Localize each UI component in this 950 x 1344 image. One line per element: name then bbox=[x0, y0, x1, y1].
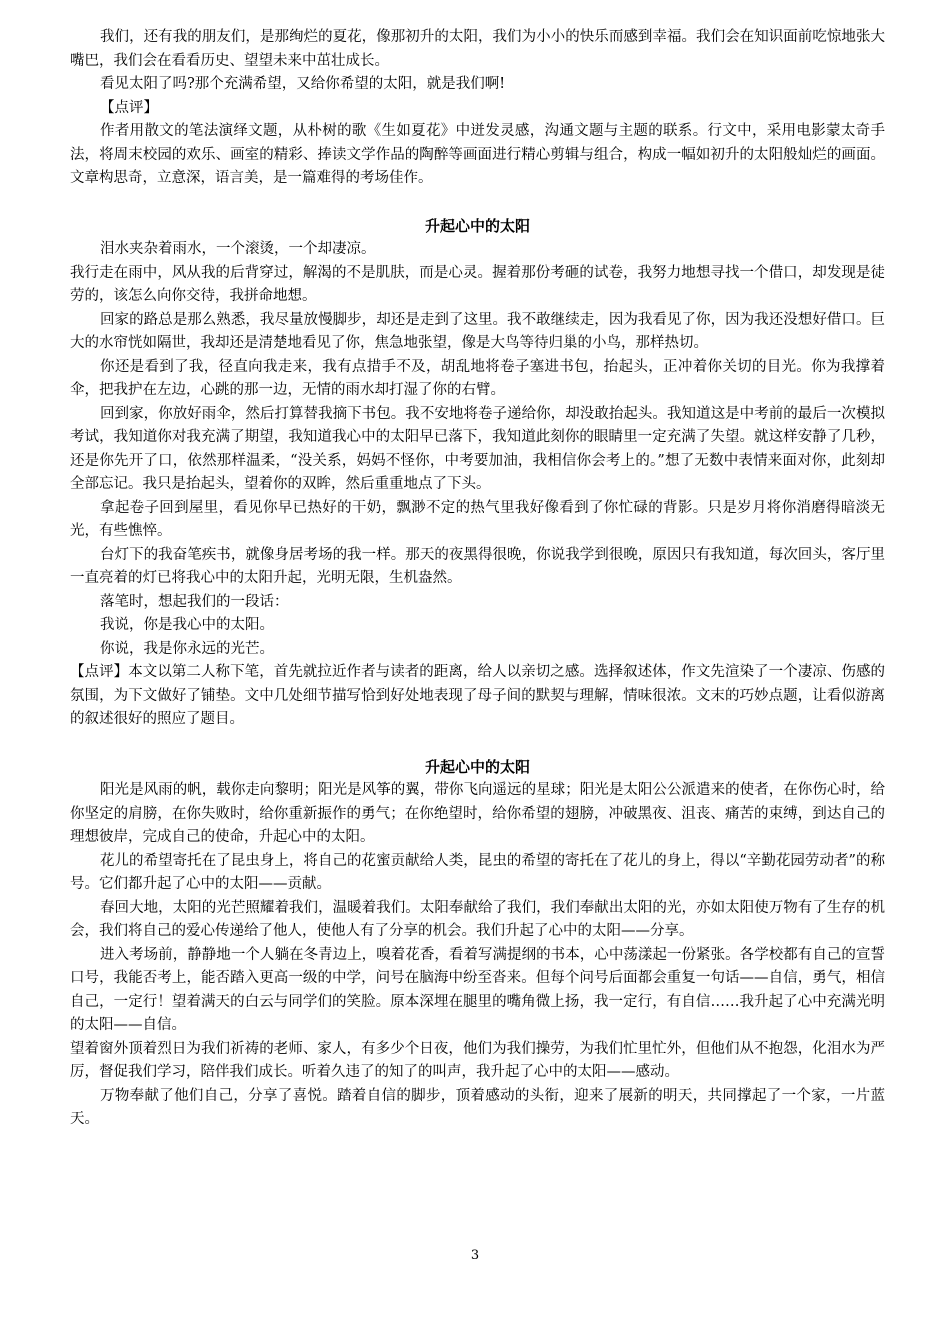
intro-paragraph: 看见太阳了吗?那个充满希望，又给你希望的太阳，就是我们啊! bbox=[100, 76, 506, 92]
essay-paragraph: 台灯下的我奋笔疾书，就像身居考场的我一样。那天的夜黑得很晚，你说我学到很晚，原因只有我知道，每次回头，客厅里一直亮着的灯已将我心中的太阳升起，光明无限，生机盎然。 bbox=[70, 546, 885, 586]
essay-paragraph: 望着窗外顶着烈日为我们祈祷的老师、家人，有多少个日夜，他们为我们操劳，为我们忙里忙外，但他们从不抱怨，化泪水为严厉，督促我们学习，陪伴我们成长。听着久违了的知了的叫声，我升起了心中的太阳——感动。 bbox=[70, 1040, 885, 1080]
essay-2 bbox=[70, 756, 885, 1132]
essay-paragraph: 拿起卷子回到屋里，看见你早已热好的干奶，飘渺不定的热气里我好像看到了你忙碌的背影。只是岁月将你消磨得暗淡无光，有些憔悴。 bbox=[70, 499, 885, 539]
comment-label: 【点评】 bbox=[100, 99, 158, 116]
essay-paragraph: 我行走在雨中，风从我的后背穿过，解渴的不是肌肤，而是心灵。握着那份考砸的试卷，我努力地想寻找一个借口，却发现是徒劳的，该怎么向你交待，我拼命地想。 bbox=[70, 264, 885, 304]
essay-paragraph: 你说，我是你永远的光芒。 bbox=[100, 640, 274, 657]
essay-title: 升起心中的太阳 bbox=[424, 216, 530, 235]
essay-paragraph: 回到家，你放好雨伞，然后打算替我摘下书包。我不安地将卷子递给你，却没敢抬起头。我知道这是中考前的最后一次模拟考试，我知道你对我充满了期望，我知道我心中的太阳早已落下，我知道此刻你的眼睛里一定充满了失望。就这样安静了几秒，还是你先开了口，依然那样温柔，“没关系，妈妈不怪你，中考要加油，我相信你会考上的。”想了无数中表情来面对你，此刻却全部忘记。我只是抬起头，望着你的双眸，然后重重地点了下头。 bbox=[70, 405, 885, 492]
essay-paragraph: 进入考场前，静静地一个人躺在冬青边上，嗅着花香，看着写满提纲的书本，心中荡漾起一份紧张。各学校都有自己的宣誓口号，我能否考上，能否踏入更高一级的中学，问号在脑海中纷至沓来。但每个问号后面都会重复一句话——自信，勇气，相信自己，一定行！望着满天的白云与同学们的笑脸。原本深埋在腿里的嘴角微上扬，我一定行，有自信……我升起了心中充满光明的太阳——自信。 bbox=[70, 946, 885, 1033]
essay-paragraph: 阳光是风雨的帆，载你走向黎明；阳光是风筝的翼，带你飞向遥远的星球；阳光是太阳公公派遣来的使者，在你伤心时，给你坚定的肩膀，在你失败时，给你重新振作的勇气；在你绝望时，给你希望的翅膀，冲破黑夜、沮丧、痛苦的束缚，到达自己的理想彼岸，完成自己的使命，升起心中的太阳。 bbox=[70, 782, 885, 845]
essay-paragraph: 花儿的希望寄托在了昆虫身上，将自己的花蜜贡献给人类，昆虫的希望的寄托在了花儿的身上，得以“辛勤花园劳动者”的称号。它们都升起了心中的太阳——贡献。 bbox=[70, 852, 885, 892]
essay-paragraph: 我说，你是我心中的太阳。 bbox=[100, 617, 274, 633]
essay-paragraph: 落笔时，想起我们的一段话： bbox=[100, 593, 289, 610]
essay-paragraph: 你还是看到了我，径直向我走来，我有点措手不及，胡乱地将卷子塞进书包，抬起头，正冲着你关切的目光。你为我撑着伞，把我护在左边，心跳的那一边，无情的雨水却打湿了你的右臂。 bbox=[70, 358, 885, 398]
intro-section bbox=[70, 26, 885, 191]
essay-paragraph: 春回大地，太阳的光芒照耀着我们，温暖着我们。太阳奉献给了我们，我们奉献出太阳的光，亦如太阳使万物有了生存的机会，我们将自己的爱心传递给了他人，使他人有了分享的机会。我们升起了心中的太阳——分享。 bbox=[70, 899, 885, 939]
essay-paragraph: 回家的路总是那么熟悉，我尽量放慢脚步，却还是走到了这里。我不敢继续走，因为我看见了你，因为我还没想好借口。巨大的水帘恍如隔世，我却还是清楚地看见了你，焦急地张望，像是大鸟等待归巢的小鸟，那样热切。 bbox=[70, 311, 885, 351]
essay-1 bbox=[70, 215, 885, 732]
essay-title: 升起心中的太阳 bbox=[424, 757, 530, 776]
essay-paragraph: 泪水夹杂着雨水，一个滚烫，一个却凄凉。 bbox=[100, 241, 376, 257]
essay-comment: 【点评】本文以第二人称下笔，首先就拉近作者与读者的距离，给人以亲切之感。选择叙述体，作文先渲染了一个凄凉、伤感的氛围，为下文做好了铺垫。文中几处细节描写恰到好处地表现了母子间的默契与理解，情味很浓。文末的巧妙点题，让看似游离的叙述很好的照应了题目。 bbox=[70, 664, 885, 727]
intro-comment: 作者用散文的笔法演绎文题，从朴树的歌《生如夏花》中迸发灵感，沟通文题与主题的联系。行文中，采用电影蒙太奇手法，将周末校园的欢乐、画室的精彩、捧读文学作品的陶醉等画面进行精心剪辑与组合，构成一幅如初升的太阳般灿烂的画面。文章构思奇，立意深，语言美，是一篇难得的考场佳作。 bbox=[70, 123, 885, 186]
document-page bbox=[70, 26, 885, 1132]
essay-paragraph: 万物奉献了他们自己，分享了喜悦。踏着自信的脚步，顶着感动的头衔，迎来了展新的明天，共同撑起了一个家，一片蓝天。 bbox=[70, 1087, 885, 1127]
intro-paragraph: 我们，还有我的朋友们，是那绚烂的夏花，像那初升的太阳，我们为小小的快乐而感到幸福。我们会在知识面前吃惊地张大嘴巴，我们会在看看历史、望望未来中茁壮成长。 bbox=[70, 29, 885, 69]
page-number: 3 bbox=[470, 1248, 480, 1263]
